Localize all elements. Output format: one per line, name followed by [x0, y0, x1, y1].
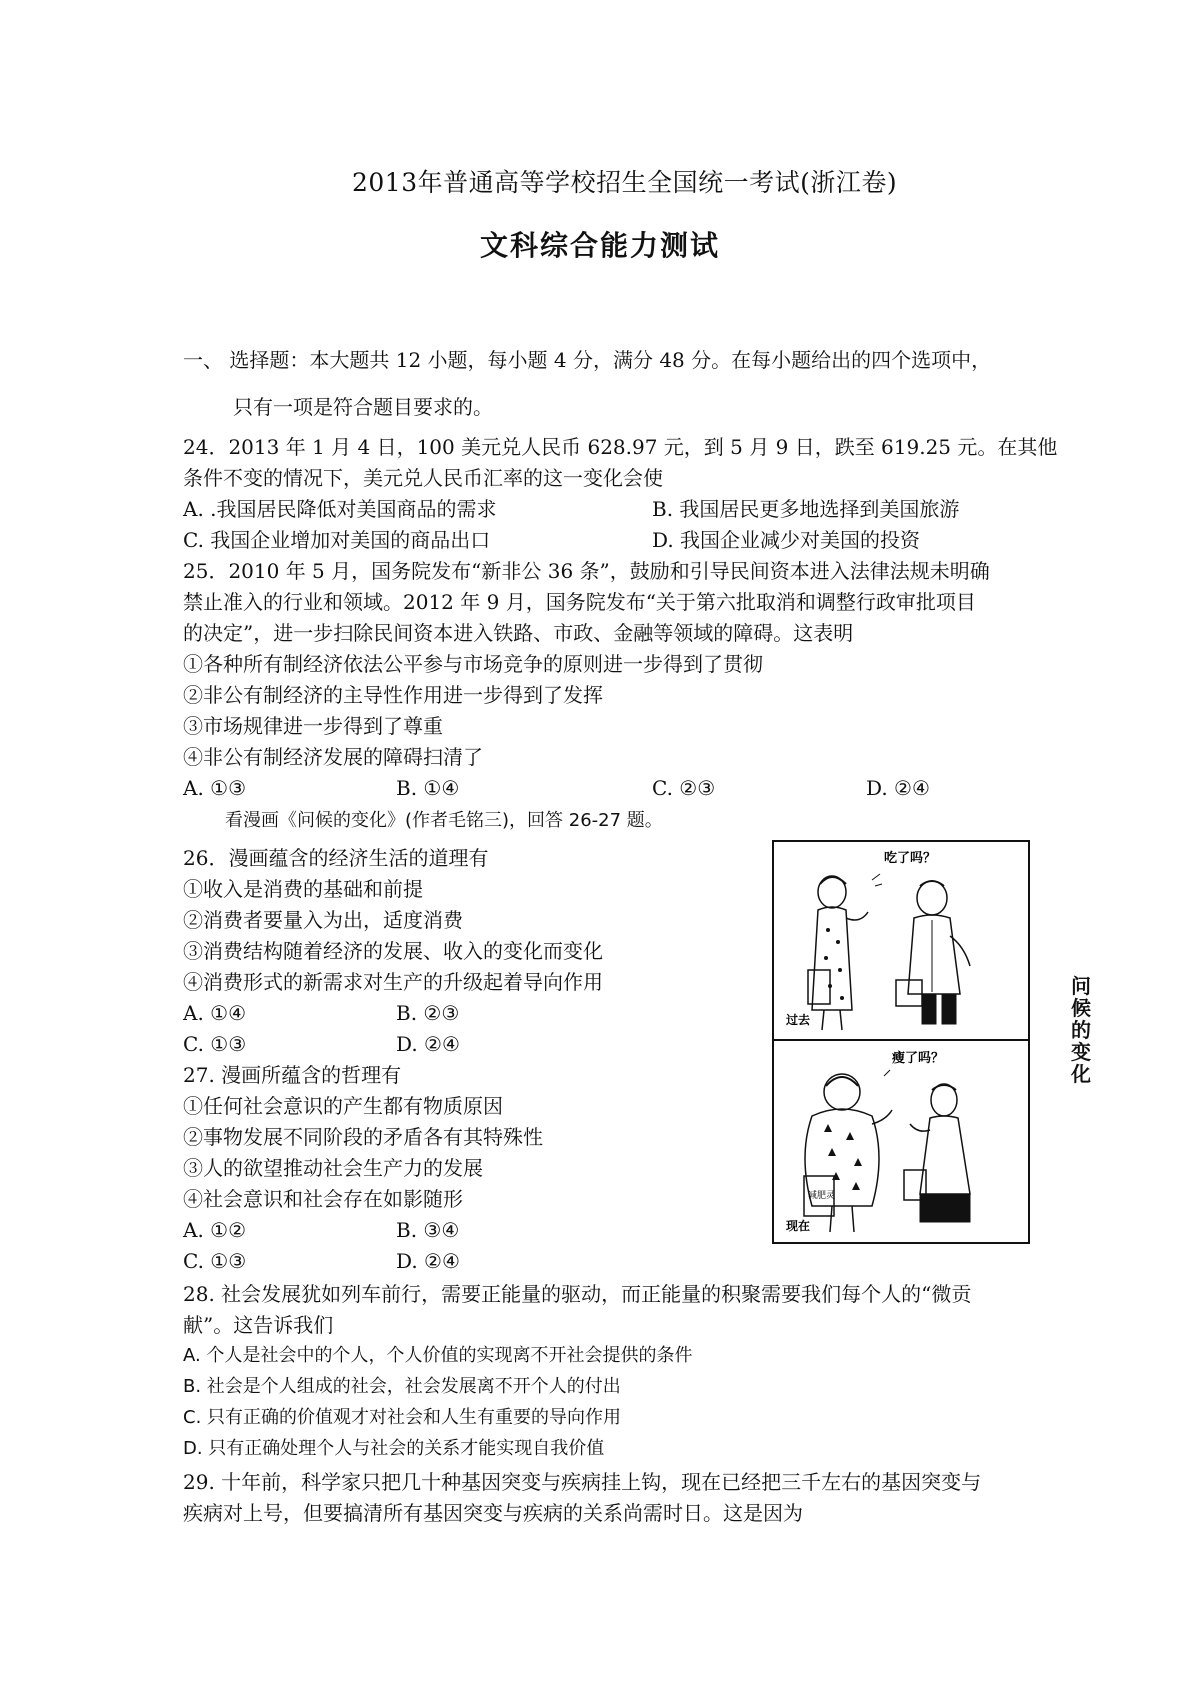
q26-stem: 26．漫画蕴含的经济生活的道理有: [183, 846, 489, 870]
q24-stem-cont: 条件不变的情况下，美元兑人民币汇率的这一变化会使: [183, 466, 663, 490]
q26-option-a: A. ①④: [183, 1001, 247, 1025]
q24-stem: 24．2013 年 1 月 4 日，100 美元兑人民币 628.97 元，到 5 月 9 日，跌至 619.25 元。在其他: [183, 435, 1058, 459]
cartoon-intro: 看漫画《问候的变化》(作者毛铭三)，回答 26-27 题。: [225, 810, 663, 831]
q26-item-4: ④消费形式的新需求对生产的升级起着导向作用: [183, 970, 603, 994]
q26-item-3: ③消费结构随着经济的发展、收入的变化而变化: [183, 939, 603, 963]
q25-item-2: ②非公有制经济的主导性作用进一步得到了发挥: [183, 683, 603, 707]
q26-option-c: C. ①③: [183, 1032, 247, 1056]
q25-stem-cont2: 的决定”，进一步扫除民间资本进入铁路、市政、金融等领域的障碍。这表明: [183, 621, 854, 645]
q27-item-4: ④社会意识和社会存在如影随形: [183, 1187, 463, 1211]
cartoon-side-title: [1068, 975, 1094, 1085]
bottom-speech-bubble: 瘦了吗？: [892, 1051, 945, 1066]
q28-option-a: A. 个人是社会中的个人，个人价值的实现离不开社会提供的条件: [183, 1345, 693, 1366]
q25-item-3: ③市场规律进一步得到了尊重: [183, 714, 443, 738]
q26-option-b: B. ②③: [396, 1001, 460, 1025]
q26-option-d: D. ②④: [396, 1032, 460, 1056]
cartoon-label-past: 过去: [786, 1013, 811, 1027]
q25-stem-cont1: 禁止准入的行业和领域。2012 年 9 月，国务院发布“关于第六批取消和调整行政审批项目: [183, 590, 976, 614]
section-heading: 一、 选择题：本大题共 12 小题，每小题 4 分，满分 48 分。在每小题给出的四个选项中，: [183, 348, 992, 372]
q25-option-d: D. ②④: [866, 776, 930, 800]
q29-stem-cont: 疾病对上号，但要搞清所有基因突变与疾病的关系尚需时日。这是因为: [183, 1501, 803, 1525]
exam-title: 2013年普通高等学校招生全国统一考试(浙江卷): [352, 168, 898, 197]
q28-stem-cont: 献”。这告诉我们: [183, 1313, 334, 1337]
q24-option-b: B. 我国居民更多地选择到美国旅游: [652, 497, 960, 521]
side-title-char: 候: [1071, 996, 1091, 1020]
q24-option-d: D. 我国企业减少对美国的投资: [652, 528, 921, 552]
q25-stem: 25．2010 年 5 月，国务院发布“新非公 36 条”，鼓励和引导民间资本进入法律法规未明确: [183, 559, 990, 583]
side-title-char: 问: [1071, 974, 1091, 998]
cartoon-label-now: 现在: [786, 1219, 811, 1233]
q25-item-1: ①各种所有制经济依法公平参与市场竞争的原则进一步得到了贯彻: [183, 652, 763, 676]
side-title-char: 变: [1071, 1040, 1091, 1064]
exam-subtitle: 文科综合能力测试: [480, 229, 721, 262]
top-speech-bubble: 吃了吗？: [884, 851, 937, 866]
q29-stem: 29. 十年前，科学家只把几十种基因突变与疾病挂上钩，现在已经把三千左右的基因突变与: [183, 1470, 982, 1494]
section-heading-cont: 只有一项是符合题目要求的。: [233, 395, 493, 419]
q27-option-d: D. ②④: [396, 1249, 460, 1273]
q27-stem: 27. 漫画所蕴含的哲理有: [183, 1063, 402, 1087]
q25-option-c: C. ②③: [652, 776, 716, 800]
q28-option-b: B. 社会是个人组成的社会，社会发展离不开个人的付出: [183, 1376, 621, 1397]
q27-item-3: ③人的欲望推动社会生产力的发展: [183, 1156, 483, 1180]
q27-item-1: ①任何社会意识的产生都有物质原因: [183, 1094, 503, 1118]
cartoon-illustration: [772, 840, 1030, 1244]
q24-option-c: C. 我国企业增加对美国的商品出口: [183, 528, 491, 552]
q27-option-c: C. ①③: [183, 1249, 247, 1273]
q27-option-b: B. ③④: [396, 1218, 460, 1242]
cartoon-bag-label: 减肥灵: [808, 1191, 836, 1201]
q26-item-2: ②消费者要量入为出，适度消费: [183, 908, 463, 932]
q25-item-4: ④非公有制经济发展的障碍扫清了: [183, 745, 483, 769]
q28-option-c: C. 只有正确的价值观才对社会和人生有重要的导向作用: [183, 1407, 622, 1428]
q28-stem: 28. 社会发展犹如列车前行，需要正能量的驱动，而正能量的积聚需要我们每个人的“微贡: [183, 1282, 972, 1306]
q24-option-a: A. .我国居民降低对美国商品的需求: [183, 497, 497, 521]
q27-option-a: A. ①②: [183, 1218, 247, 1242]
side-title-char: 的: [1071, 1018, 1091, 1042]
q27-item-2: ②事物发展不同阶段的矛盾各有其特殊性: [183, 1125, 543, 1149]
q25-option-a: A. ①③: [183, 776, 247, 800]
q28-option-d: D. 只有正确处理个人与社会的关系才能实现自我价值: [183, 1438, 605, 1459]
side-title-char: 化: [1071, 1062, 1091, 1086]
q25-option-b: B. ①④: [396, 776, 460, 800]
q26-item-1: ①收入是消费的基础和前提: [183, 877, 423, 901]
